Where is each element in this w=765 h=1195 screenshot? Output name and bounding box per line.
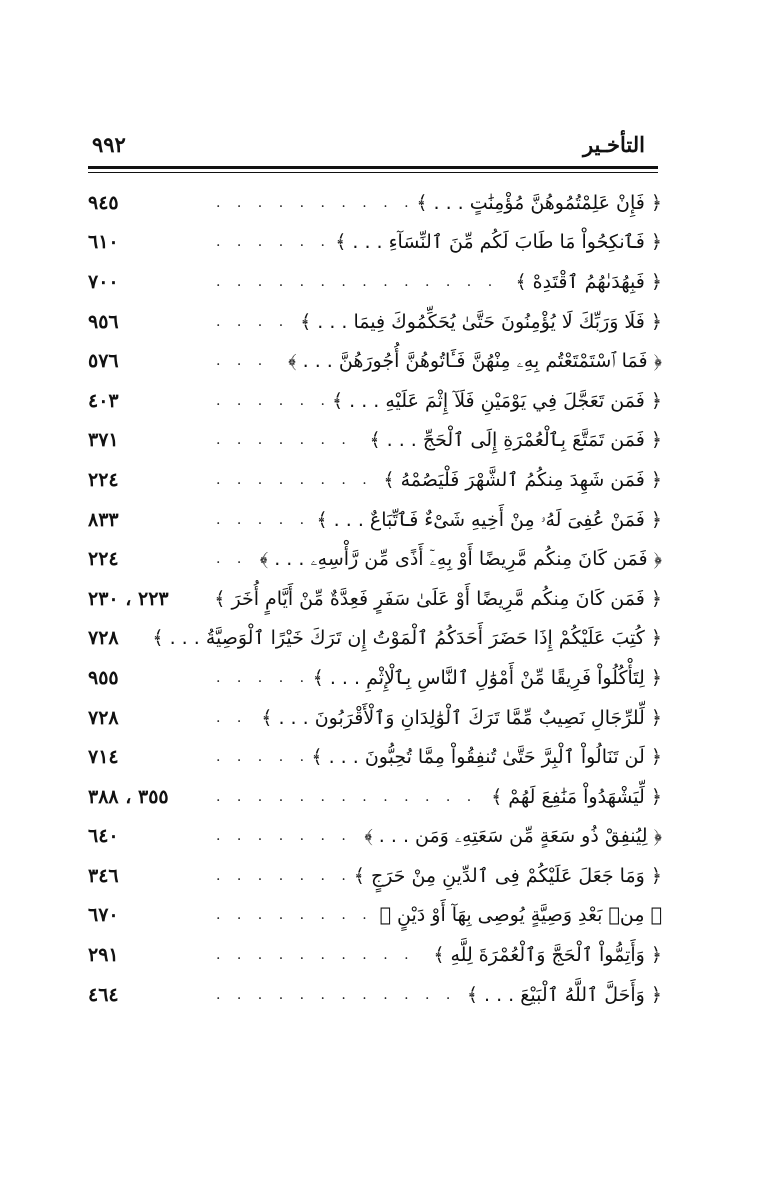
leader-dots	[216, 710, 253, 726]
page-reference: ٤٦٤	[88, 983, 119, 1006]
verse-text: ﴿ وَأَتِمُّواْ ٱلْحَجَّ وَٱلْعُمْرَةَ لِلَّهِ ﴾	[433, 944, 662, 967]
index-entry	[88, 539, 662, 579]
index-entry	[88, 975, 662, 1015]
index-entry	[88, 896, 662, 936]
leader-dots	[216, 314, 292, 330]
index-entry	[88, 935, 662, 975]
verse-text: ﴿ لَن تَنَالُواْ ٱلْبِرَّ حَتَّىٰ تُنفِقُواْ مِمَّا تُحِبُّونَ . . . ﴾	[311, 746, 662, 769]
verse-text: ﴿ فَبِهُدَىٰهُمُ ٱقْتَدِهْ ﴾	[515, 270, 662, 293]
leader-dots	[216, 987, 459, 1003]
index-entry	[88, 341, 662, 381]
page-reference: ٣٧١	[88, 429, 119, 452]
leader-dots	[216, 234, 327, 250]
verse-text: ﴿ فَمَن تَمَتَّعَ بِٱلْعُمْرَةِ إِلَى ٱلْحَجِّ . . . ﴾	[369, 429, 662, 452]
page-reference: ٢٢٤	[88, 548, 119, 571]
verse-index-list	[88, 183, 662, 1014]
index-entry	[88, 302, 662, 342]
index-entry	[88, 262, 662, 302]
verse-text: ﴿ فَٱنكِحُواْ مَا طَابَ لَكُم مِّنَ ٱلنِّسَآءِ . . . ﴾	[335, 231, 662, 254]
verse-text: ﴿ فَمَن كَانَ مِنكُم مَّرِيضًا أَوْ عَلَىٰ سَفَرٍ فَعِدَّةٌ مِّنْ أَيَّامٍ أُخَرَ ﴾	[214, 587, 662, 610]
leader-dots	[216, 947, 425, 963]
verse-text: ﴿ فَمَنْ عُفِىَ لَهُۥ مِنْ أَخِيهِ شَىْءٌ فَٱتِّبَاعٌ . . . ﴾	[316, 508, 662, 531]
leader-dots	[216, 512, 309, 528]
leader-dots	[216, 393, 324, 409]
page-reference: ٤٠٣	[88, 389, 119, 412]
index-entry	[88, 817, 662, 857]
index-entry	[88, 619, 662, 659]
page-reference: ٧٢٨	[88, 706, 119, 729]
leader-dots	[216, 274, 508, 290]
verse-text: ﴿ فَلَا وَرَبِّكَ لَا يُؤْمِنُونَ حَتَّىٰ يُحَكِّمُوكَ فِيمَا . . . ﴾	[300, 310, 662, 333]
leader-dots	[216, 432, 361, 448]
leader-dots	[216, 353, 280, 369]
header-rule-thick	[88, 166, 658, 169]
index-entry	[88, 183, 662, 223]
page-reference: ٧١٤	[88, 746, 119, 769]
page-reference: ٨٣٣	[88, 508, 119, 531]
index-entry	[88, 737, 662, 777]
index-entry	[88, 579, 662, 619]
verse-text: ﴿ لِتَأْكُلُواْ فَرِيقًا مِّنْ أَمْوَٰلِ ٱلنَّاسِ بِٱلْإِثْمِ . . . ﴾	[312, 666, 662, 689]
page-number: ٩٩٢	[92, 132, 126, 157]
verse-text: ﴿ وَمَا جَعَلَ عَلَيْكُمْ فِى ٱلدِّينِ مِنْ حَرَجٍ ﴾	[353, 864, 662, 887]
verse-text: ﴿ فَإِنْ عَلِمْتُمُوهُنَّ مُؤْمِنَٰتٍ . . . ﴾	[416, 191, 662, 214]
leader-dots	[216, 472, 375, 488]
verse-text: ﴿ مِنۢ بَعْدِ وَصِيَّةٍ يُوصِى بِهَآ أَوْ دَيْنٍ ﴾	[379, 904, 662, 927]
page-reference: ٩٥٥	[88, 666, 119, 689]
leader-dots	[216, 789, 483, 805]
page-reference: ٦٤٠	[88, 825, 119, 848]
verse-text: ﴿ فَمَن شَهِدَ مِنكُمُ ٱلشَّهْرَ فَلْيَصُمْهُ ﴾	[383, 468, 662, 491]
verse-text: ﴿ لِيُنفِقْ ذُو سَعَةٍ مِّن سَعَتِهِۦ وَمَن . . . ﴾	[364, 825, 662, 848]
index-entry	[88, 460, 662, 500]
index-entry	[88, 381, 662, 421]
verse-text: ﴿ فَمَن تَعَجَّلَ فِي يَوْمَيْنِ فَلَآ إِثْمَ عَلَيْهِ . . . ﴾	[331, 389, 662, 412]
index-entry	[88, 223, 662, 263]
page-reference: ٣٤٦	[88, 864, 119, 887]
page-reference: ٧٢٨	[88, 627, 119, 650]
index-entry	[88, 777, 662, 817]
index-entry	[88, 421, 662, 461]
index-entry	[88, 698, 662, 738]
leader-dots	[216, 749, 303, 765]
page-reference: ٢٩١	[88, 944, 119, 967]
leader-dots	[216, 868, 346, 884]
index-entry	[88, 658, 662, 698]
page-reference: ٢٢٣ ، ٢٣٠	[88, 587, 169, 610]
index-entry	[88, 856, 662, 896]
verse-text: ﴿ لِّلرِّجَالِ نَصِيبٌ مِّمَّا تَرَكَ ٱلْوَٰلِدَانِ وَٱلْأَقْرَبُونَ . . . ﴾	[261, 706, 662, 729]
verse-text: ﴿ وَأَحَلَّ ٱللَّهُ ٱلْبَيْعَ . . . ﴾	[466, 983, 662, 1006]
page-reference: ٩٤٥	[88, 191, 119, 214]
page-reference: ٧٠٠	[88, 270, 119, 293]
header-rule-thin	[88, 172, 658, 173]
leader-dots	[216, 195, 408, 211]
leader-dots	[216, 551, 252, 567]
page-reference: ٥٧٦	[88, 350, 119, 373]
leader-dots	[216, 670, 305, 686]
verse-text: ﴿ فَمَا ٱسْتَمْتَعْتُم بِهِۦ مِنْهُنَّ فَـَٔاتُوهُنَّ أُجُورَهُنَّ . . . ﴾	[288, 350, 662, 373]
verse-text: ﴿ لِّيَشْهَدُواْ مَنَٰفِعَ لَهُمْ ﴾	[491, 785, 662, 808]
page-reference: ٩٥٦	[88, 310, 119, 333]
leader-dots	[216, 828, 356, 844]
page-reference: ٦١٠	[88, 231, 119, 254]
page-reference: ٦٧٠	[88, 904, 119, 927]
running-title: التأخـير	[582, 132, 645, 157]
index-entry	[88, 500, 662, 540]
page-reference: ٣٥٥ ، ٣٨٨	[88, 785, 169, 808]
verse-text: ﴿ كُتِبَ عَلَيْكُمْ إِذَا حَضَرَ أَحَدَكُمُ ٱلْمَوْتُ إِن تَرَكَ خَيْرًا ٱلْوَصِيَّةُ . . . ﴾	[152, 627, 662, 650]
verse-text: ﴿ فَمَن كَانَ مِنكُم مَّرِيضًا أَوْ بِهِۦٓ أَذًى مِّن رَّأْسِهِۦ . . . ﴾	[259, 548, 662, 571]
page-reference: ٢٢٤	[88, 468, 119, 491]
leader-dots	[216, 907, 372, 923]
